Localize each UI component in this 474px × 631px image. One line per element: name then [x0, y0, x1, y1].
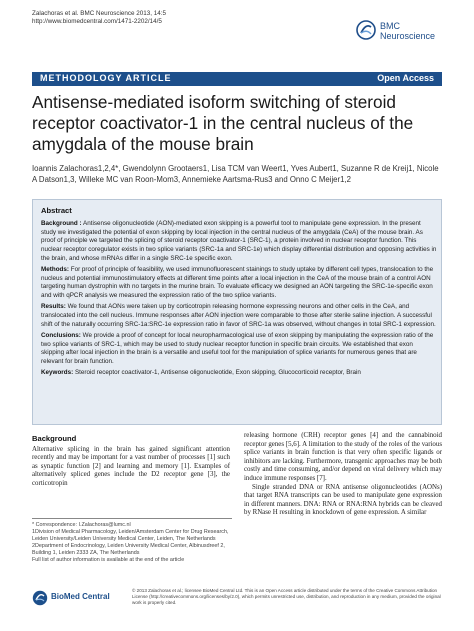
- abstract-conclusions-label: Conclusions:: [41, 331, 81, 339]
- license-text: © 2013 Zalachoras et al.; licensee BioMed Central Ltd. This is an Open Access article distributed under the terms of the Creative Commons Attribution License (http://creativecommons.org/licenses/by/2.0), which permits unrestricted use, distribution, and reproduction in any medium, provided the original work is properly cited.: [132, 588, 441, 605]
- body-paragraph: releasing hormone (CRH) receptor genes [4] and the cannabinoid receptor genes [5,6]. A limitation to the study of the roles of the various splice variants in brain function is that very often specific ligands or inhibitors are lacking. Furthermore, transgenic approaches may be both costly and time consuming, and/or depend on viral delivery which may induce immune responses [7].: [244, 432, 442, 482]
- abstract-results-text: We found that AONs were taken up by corticotropin releasing hormone expressing neurons and other cells in the CeA, and translocated into the cell nucleus. Immune responses after AON injection were comparable to those after sterile saline injection. A successful shift of the naturally occurring SRC-1a:SRC-1e expression ratio in favor of SRC-1a was observed, without changes in total SRC-1 expression.: [41, 303, 436, 328]
- article-type-label: METHODOLOGY ARTICLE: [40, 73, 172, 83]
- abstract-results-label: Results:: [41, 303, 66, 311]
- body-paragraph: Alternative splicing in the brain has gained significant attention recently and may be important for a vast number of processes [1] such as synaptic function [2] and learning and memory [1]. Examples of alternatively spliced genes include the D2 receptor gene [3], the corticotropin: [32, 445, 230, 487]
- open-access-label: Open Access: [377, 73, 434, 83]
- abstract-keywords: [41, 369, 437, 378]
- abstract-methods-label: Methods:: [41, 266, 69, 274]
- abstract-heading: Abstract: [41, 206, 72, 215]
- citation-line: Zalachoras et al. BMC Neuroscience 2013, 14:5: [32, 10, 167, 17]
- background-heading: Background: [32, 434, 77, 443]
- article-type-band: [32, 72, 442, 86]
- abstract-box: [32, 199, 442, 425]
- body-paragraph: Single stranded DNA or RNA antisense oligonucleotides (AONs) that target RNA transcripts can be used to manipulate gene expression in different manners. DNA: RNA or RNA:RNA hybrids can be cleaved by RNase H resulting in knockdown of gene expression. A similar: [244, 483, 442, 517]
- abstract-results: [41, 303, 437, 329]
- citation-url: http://www.biomedcentral.com/1471-2202/14/5: [32, 18, 162, 25]
- author-info-note: Full list of author information is available at the end of the article: [32, 556, 185, 563]
- abstract-background: [41, 220, 437, 264]
- abstract-methods: [41, 266, 437, 301]
- abstract-background-text: Antisense oligonucleotide (AON)-mediated exon skipping is a powerful tool to manipulate gene expression. In the present study we investigated the potential of exon skipping by local injection in the central nucleus of the amygdala (CeA) of the mouse brain. As proof of principle we targeted the splicing of steroid receptor coactivator-1 (SRC-1), a protein involved in nuclear receptor function. This nuclear receptor coregulator exists in two splice variants (SRC-1a and SRC-1e) which display differential distribution and opposing activities in the brain, and whose mRNAs differ in a single SRC-1e specific exon.: [41, 220, 437, 262]
- footnotes: [32, 518, 232, 563]
- logo-line-journal: Neuroscience: [380, 31, 436, 41]
- abstract-keywords-label: Keywords:: [41, 369, 74, 377]
- affiliation-note: 2Department of Endocrinology, Leiden University Medical Center, Albinusdreef 2, Building 1, Leiden 2333 ZA, The Netherlands: [32, 542, 225, 556]
- abstract-conclusions: [41, 332, 437, 367]
- citation-header: [32, 10, 166, 26]
- abstract-body: [41, 220, 437, 380]
- abstract-methods-text: For proof of principle of feasibility, we used immunofluorescent stainings to study uptake by different cell types, translocation to the nucleus and potential immunostimulatory effects at different time points after a local injection in the CeA of the mouse brain of a control AON targeting human dystrophin with no targets in the murine brain. To evaluate efficacy we designed an AON targeting the SRC-1e-specific exon and with qPCR analysis we measured the expression ratio of the two splice variants.: [41, 266, 434, 300]
- biomed-central-wordmark: BioMed Central: [51, 592, 110, 601]
- bmc-logo-icon: [356, 20, 376, 40]
- biomed-central-icon: [32, 590, 48, 606]
- article-title: Antisense-mediated isoform switching of steroid receptor coactivator-1 in the central nucleus of the amygdala of the mouse brain: [32, 92, 414, 154]
- correspondence-note: * Correspondence: I.Zalachoras@lumc.nl: [32, 522, 131, 528]
- logo-line-bmc: BMC: [380, 21, 400, 31]
- affiliation-note: 1Division of Medical Pharmacology, Leiden/Amsterdam Center for Drug Research, Leiden University/Leiden University Medical Center, Leiden, The Netherlands: [32, 528, 229, 542]
- bmc-neuroscience-logo: [356, 14, 440, 48]
- abstract-conclusions-text: We provide a proof of concept for local neuropharmacological use of exon skipping by manipulating the expression ratio of the two splice variants of SRC-1, which may be used to study nuclear receptor function in specific brain circuits. We established that exon skipping after local injection in the brain is a versatile and useful tool for the manipulation of splice variants for numerous genes that are relevant for brain function.: [41, 331, 434, 366]
- abstract-background-label: Background :: [41, 220, 82, 227]
- biomed-central-logo: [32, 590, 110, 606]
- author-list: Ioannis Zalachoras1,2,4*, Gwendolynn Grootaers1, Lisa TCM van Weert1, Yves Aubert1, Suzanne R de Kreij1, Nicole A Datson1,3, Willeke MC van Roon-Mom3, Annemieke Aartsma-Rus3 and Onno C Meijer1,2: [32, 164, 439, 184]
- body-column-left: [32, 435, 230, 489]
- page-footer: [32, 588, 442, 622]
- body-column-right: [244, 432, 442, 518]
- abstract-keywords-text: Steroid receptor coactivator-1, Antisense oligonucleotide, Exon skipping, Glucocorticoid receptor, Brain: [73, 369, 361, 377]
